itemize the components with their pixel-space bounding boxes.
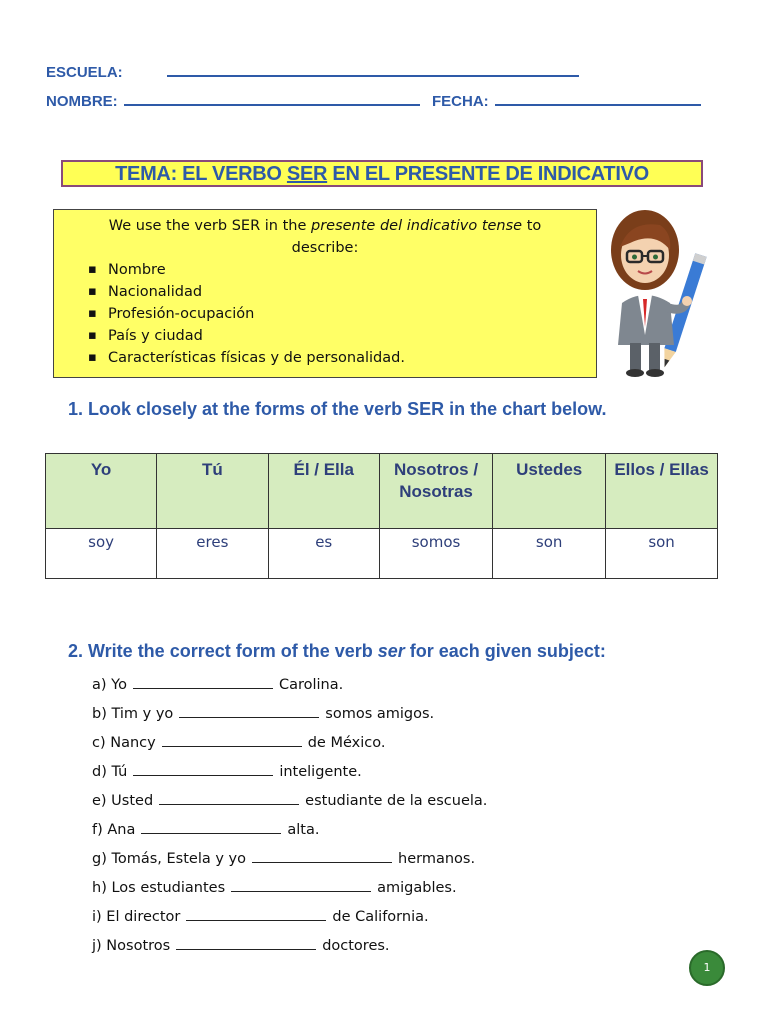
exercise-subject: j) Nosotros	[92, 938, 171, 954]
list-item	[92, 675, 487, 704]
table-row	[46, 529, 718, 579]
info-item: ▪ Características físicas y de personalidad.	[88, 347, 596, 369]
exercise-ending: inteligente.	[279, 764, 362, 780]
answer-blank[interactable]	[231, 879, 371, 892]
column-header: Él / Ella	[268, 454, 379, 529]
answer-blank[interactable]	[179, 705, 319, 718]
answer-blank[interactable]	[159, 792, 299, 805]
teacher-illustration	[600, 195, 710, 380]
exercise-subject: b) Tim y yo	[92, 706, 174, 722]
answer-blank[interactable]	[186, 908, 326, 921]
list-item	[92, 704, 487, 733]
info-item: ▪ Nacionalidad	[88, 281, 596, 303]
list-item	[92, 791, 487, 820]
exercise-ending: de México.	[307, 735, 386, 751]
list-item	[92, 907, 487, 936]
title-suffix: EN EL PRESENTE DE INDICATIVO	[327, 163, 649, 185]
exercise-ending: de California.	[332, 909, 429, 925]
table-cell: son	[493, 529, 606, 579]
list-item	[92, 936, 487, 965]
escuela-label: ESCUELA:	[46, 64, 123, 81]
list-item	[92, 878, 487, 907]
exercise-subject: d) Tú	[92, 764, 128, 780]
exercise-subject: e) Usted	[92, 793, 154, 809]
exercise-list	[92, 675, 487, 965]
q2-text-b: for each given subject:	[404, 641, 606, 661]
page-title	[61, 160, 703, 187]
q2-text-a: 2. Write the correct form of the verb	[68, 641, 378, 661]
answer-blank[interactable]	[141, 821, 281, 834]
list-item	[92, 849, 487, 878]
exercise-ending: alta.	[287, 822, 320, 838]
intro-text-b: to describe:	[291, 218, 542, 256]
answer-blank[interactable]	[133, 676, 273, 689]
exercise-ending: doctores.	[322, 938, 390, 954]
table-header-row	[46, 454, 718, 529]
column-header: Ellos / Ellas	[606, 454, 718, 529]
exercise-ending: estudiante de la escuela.	[305, 793, 488, 809]
table-cell: es	[268, 529, 379, 579]
answer-blank[interactable]	[133, 763, 273, 776]
info-box	[53, 209, 597, 378]
q2-text-em: ser	[377, 641, 405, 661]
intro-text-em: presente del indicativo tense	[311, 218, 523, 234]
fecha-line	[495, 94, 701, 106]
escuela-line	[167, 65, 579, 77]
exercise-ending: Carolina.	[278, 677, 344, 693]
column-header: Tú	[157, 454, 268, 529]
answer-blank[interactable]	[162, 734, 302, 747]
answer-blank[interactable]	[176, 937, 316, 950]
page-number-badge: 1	[689, 950, 725, 986]
escuela-row	[46, 64, 579, 81]
exercise-subject: c) Nancy	[92, 735, 156, 751]
list-item	[92, 762, 487, 791]
title-prefix: TEMA: EL VERBO	[115, 163, 287, 185]
info-item: ▪ Nombre	[88, 259, 596, 281]
table-cell: son	[606, 529, 718, 579]
answer-blank[interactable]	[252, 850, 392, 863]
exercise-ending: amigables.	[377, 880, 457, 896]
list-item	[92, 733, 487, 762]
intro-text-a: We use the verb SER in the	[108, 218, 311, 234]
exercise-subject: h) Los estudiantes	[92, 880, 226, 896]
table-cell: eres	[157, 529, 268, 579]
question-2-heading	[68, 641, 606, 662]
exercise-ending: hermanos.	[398, 851, 476, 867]
conjugation-table	[45, 453, 718, 579]
column-header: Yo	[46, 454, 157, 529]
column-header: Nosotros / Nosotras	[379, 454, 492, 529]
exercise-subject: g) Tomás, Estela y yo	[92, 851, 247, 867]
question-1-heading: 1. Look closely at the forms of the verb SER in the chart below.	[68, 399, 607, 419]
info-item: ▪ Profesión-ocupación	[88, 303, 596, 325]
exercise-subject: i) El director	[92, 909, 181, 925]
nombre-line	[124, 94, 420, 106]
info-list	[54, 259, 596, 369]
nombre-label: NOMBRE:	[46, 93, 118, 110]
list-item	[92, 820, 487, 849]
title-ser: SER	[286, 163, 328, 185]
nombre-fecha-row	[46, 93, 701, 110]
info-item: ▪ País y ciudad	[88, 325, 596, 347]
exercise-subject: f) Ana	[92, 822, 136, 838]
info-intro	[54, 210, 596, 259]
exercise-ending: somos amigos.	[325, 706, 435, 722]
column-header: Ustedes	[493, 454, 606, 529]
fecha-label: FECHA:	[432, 93, 489, 110]
table-cell: soy	[46, 529, 157, 579]
exercise-subject: a) Yo	[92, 677, 127, 693]
table-cell: somos	[379, 529, 492, 579]
